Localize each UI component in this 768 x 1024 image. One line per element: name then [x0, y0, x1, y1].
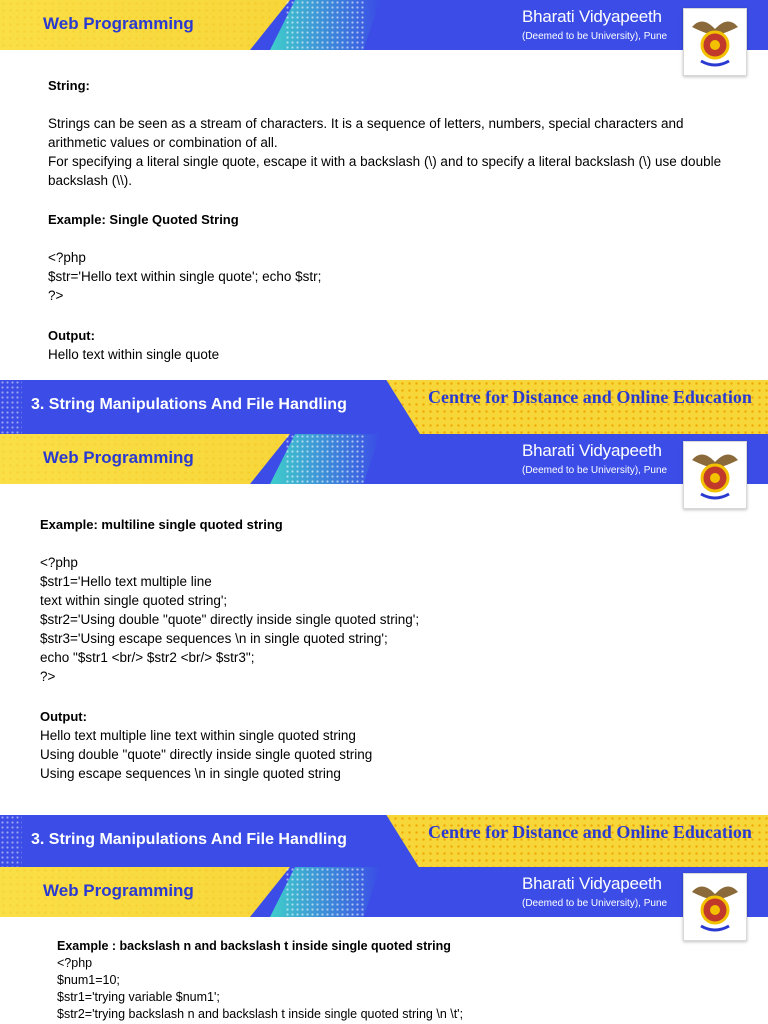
- brand-name: Bharati Vidyapeeth: [522, 874, 662, 893]
- course-title: Web Programming: [43, 881, 194, 900]
- code-line: $str2='trying backslash n and backslash t inside single quoted string \n \t';: [57, 1007, 464, 1021]
- university-emblem-icon: [683, 441, 747, 509]
- example-heading: Example: multiline single quoted string: [40, 517, 283, 532]
- code-line: $str='Hello text within single quote'; echo $str;: [48, 269, 322, 284]
- section-heading: String:: [48, 78, 90, 93]
- chapter-title: 3. String Manipulations And File Handling: [31, 396, 347, 413]
- output-line: Hello text within single quote: [48, 347, 220, 362]
- code-line: $num1=10;: [57, 973, 120, 987]
- paragraph: For specifying a literal single quote, escape it with a backslash (\) and to specify a literal backslash (\) use double backslash (\\).: [48, 154, 722, 188]
- university-emblem-icon: [683, 873, 747, 941]
- code-line: <?php: [48, 250, 86, 265]
- slide-header: [0, 0, 768, 50]
- output-heading: Output:: [40, 709, 87, 724]
- paragraph: Strings can be seen as a stream of characters. It is a sequence of letters, numbers, special characters and arithmetic values or combination of all.: [48, 116, 684, 150]
- example-heading: Example : backslash n and backslash t inside single quoted string: [57, 939, 451, 953]
- code-line: $str1='Hello text multiple line: [40, 574, 212, 589]
- code-line: echo "$str1 <br/> $str2 <br/> $str3";: [40, 650, 255, 665]
- output-line: Using escape sequences \n in single quoted string: [40, 766, 341, 781]
- output-line: Using double "quote" directly inside single quoted string: [40, 747, 373, 762]
- centre-name: Centre for Distance and Online Education: [428, 822, 752, 842]
- brand-subtitle: (Deemed to be University), Pune: [522, 898, 668, 909]
- code-line: <?php: [40, 555, 78, 570]
- brand-name: Bharati Vidyapeeth: [522, 7, 662, 26]
- slide-header: [0, 867, 768, 917]
- example-heading: Example: Single Quoted String: [48, 212, 239, 227]
- output-line: Hello text multiple line text within single quoted string: [40, 728, 356, 743]
- slide-header: [0, 434, 768, 484]
- slide-footer: [0, 815, 768, 869]
- course-title: Web Programming: [43, 14, 194, 33]
- code-line: $str2='Using double "quote" directly inside single quoted string';: [40, 612, 420, 627]
- university-emblem-icon: [683, 8, 747, 76]
- code-line: $str1='trying variable $num1';: [57, 990, 220, 1004]
- brand-subtitle: (Deemed to be University), Pune: [522, 465, 668, 476]
- course-title: Web Programming: [43, 448, 194, 467]
- brand-subtitle: (Deemed to be University), Pune: [522, 31, 668, 42]
- code-line: ?>: [48, 288, 64, 303]
- chapter-title: 3. String Manipulations And File Handling: [31, 831, 347, 848]
- centre-name: Centre for Distance and Online Education: [428, 387, 752, 407]
- slide-footer: [0, 380, 768, 434]
- code-line: ?>: [40, 669, 56, 684]
- code-line: text within single quoted string';: [40, 593, 228, 608]
- code-line: <?php: [57, 956, 93, 970]
- brand-name: Bharati Vidyapeeth: [522, 441, 662, 460]
- code-line: $str3='Using escape sequences \n in single quoted string';: [40, 631, 388, 646]
- output-heading: Output:: [48, 328, 95, 343]
